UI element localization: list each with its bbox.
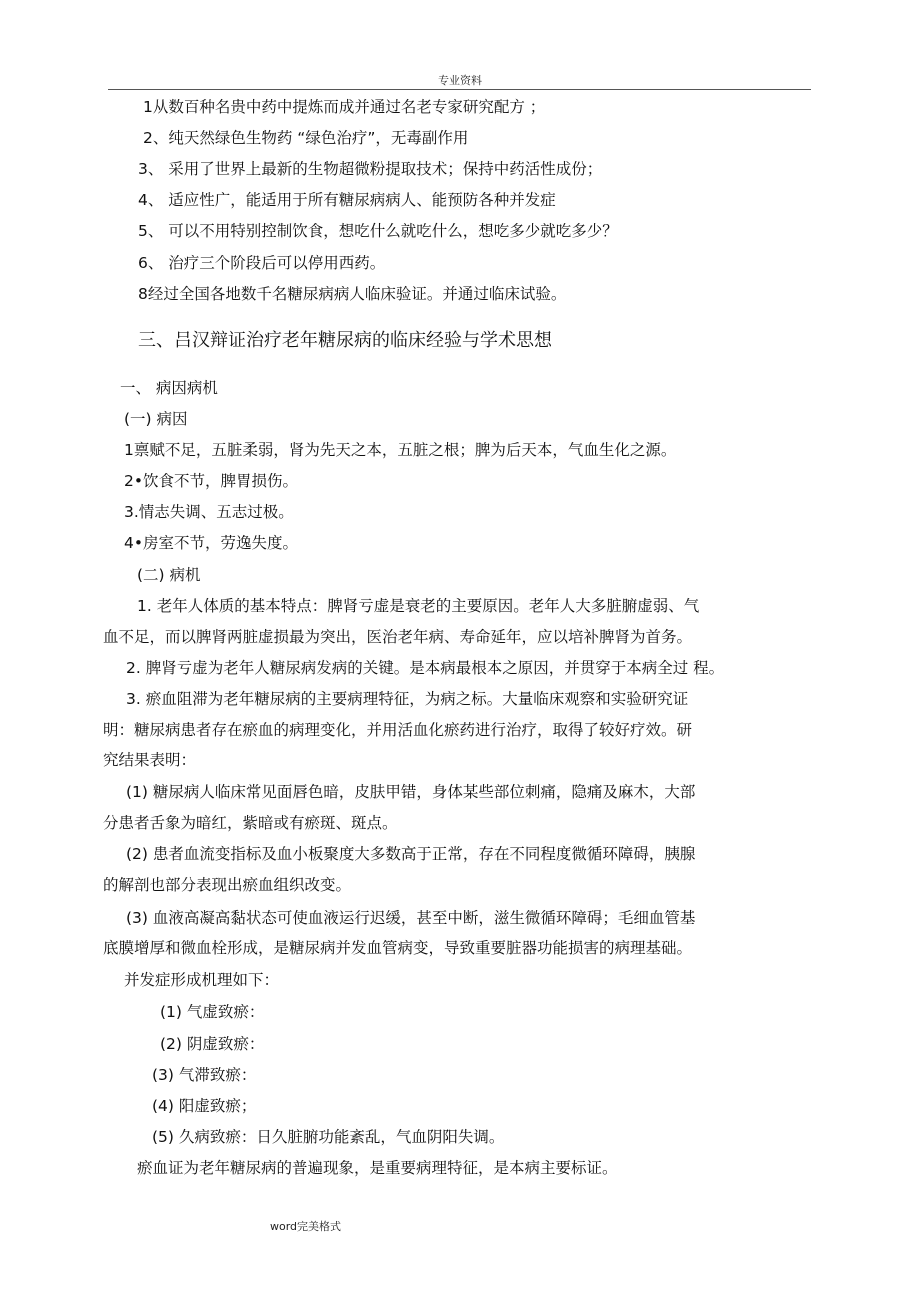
complication-item: (2) 阴虚致瘀： (160, 1035, 265, 1053)
feature-line: 5、 可以不用特别控制饮食，想吃什么就吃什么，想吃多少就吃多少？ (138, 222, 618, 240)
mechanism-line: 血不足，而以脾肾两脏虚损最为突出，医治老年病、寿命延年，应以培补脾肾为首务。 (103, 628, 693, 646)
mechanism-line: 底膜增厚和微血栓形成，是糖尿病并发血管病变，导致重要脏器功能损害的病理基础。 (103, 939, 693, 957)
feature-line: 1从数百种名贵中药中提炼而成并通过名老专家研究配方 ； (143, 98, 546, 116)
feature-line: 4、 适应性广，能适用于所有糖尿病病人、能预防各种并发症 (138, 191, 556, 209)
feature-line: 6、 治疗三个阶段后可以停用西药。 (138, 254, 386, 272)
feature-line: 8经过全国各地数千名糖尿病病人临床验证。并通过临床试验。 (138, 285, 567, 303)
section-title: 三、吕汉辩证治疗老年糖尿病的临床经验与学术思想 (138, 330, 552, 351)
mechanism-line: 并发症形成机理如下： (124, 971, 280, 989)
complication-item: (4) 阳虚致瘀； (152, 1097, 257, 1115)
header-rule (108, 89, 811, 90)
mechanism-line: 的解剖也部分表现出瘀血组织改变。 (103, 876, 352, 894)
mechanism-line: 2. 脾肾亏虚为老年人糖尿病发病的关键。是本病最根本之原因，并贯穿于本病全过 程。 (126, 659, 725, 677)
complication-item: (1) 气虚致瘀： (160, 1003, 265, 1021)
feature-line: 2、纯天然绿色生物药 “绿色治疗”，无毒副作用 (143, 129, 469, 147)
mechanism-heading: (二) 病机 (137, 566, 201, 584)
page-header: 专业资料 (438, 74, 482, 87)
mechanism-line: 明：糖尿病患者存在瘀血的病理变化，并用活血化瘀药进行治疗，取得了较好疗效。研 (103, 721, 693, 739)
cause-heading: (一) 病因 (124, 410, 188, 428)
cause-item: 1禀赋不足，五脏柔弱，肾为先天之本，五脏之根；脾为后天本，气血生化之源。 (124, 441, 677, 459)
feature-line: 3、 采用了世界上最新的生物超微粉提取技术；保持中药活性成份； (138, 160, 603, 178)
mechanism-line: 究结果表明： (103, 751, 197, 769)
mechanism-line: (2) 患者血流变指标及血小板聚度大多数高于正常，存在不同程度微循环障碍，胰腺 (126, 845, 696, 863)
mechanism-line: 1. 老年人体质的基本特点：脾肾亏虚是衰老的主要原因。老年人大多脏腑虚弱、气 (137, 597, 700, 615)
complication-item: (3) 气滞致瘀： (152, 1066, 257, 1084)
mechanism-line: (1) 糖尿病人临床常见面唇色暗，皮肤甲错，身体某些部位刺痛，隐痛及麻木，大部 (126, 783, 696, 801)
complication-item: (5) 久病致瘀：日久脏腑功能紊乱，气血阴阳失调。 (152, 1128, 505, 1146)
mechanism-line: 分患者舌象为暗红，紫暗或有瘀斑、斑点。 (103, 814, 398, 832)
conclusion: 瘀血证为老年糖尿病的普遍现象，是重要病理特征，是本病主要标证。 (137, 1159, 618, 1177)
cause-item: 4•房室不节，劳逸失度。 (124, 534, 299, 552)
mechanism-line: (3) 血液高凝高黏状态可使血液运行迟缓，甚至中断，滋生微循环障碍；毛细血管基 (126, 909, 696, 927)
mechanism-line: 3. 瘀血阻滞为老年糖尿病的主要病理特征，为病之标。大量临床观察和实验研究证 (126, 690, 689, 708)
page-footer: word完美格式 (270, 1220, 342, 1233)
part-heading: 一、 病因病机 (120, 379, 218, 397)
cause-item: 3.情志失调、五志过极。 (124, 503, 294, 521)
cause-item: 2•饮食不节，脾胃损伤。 (124, 472, 299, 490)
